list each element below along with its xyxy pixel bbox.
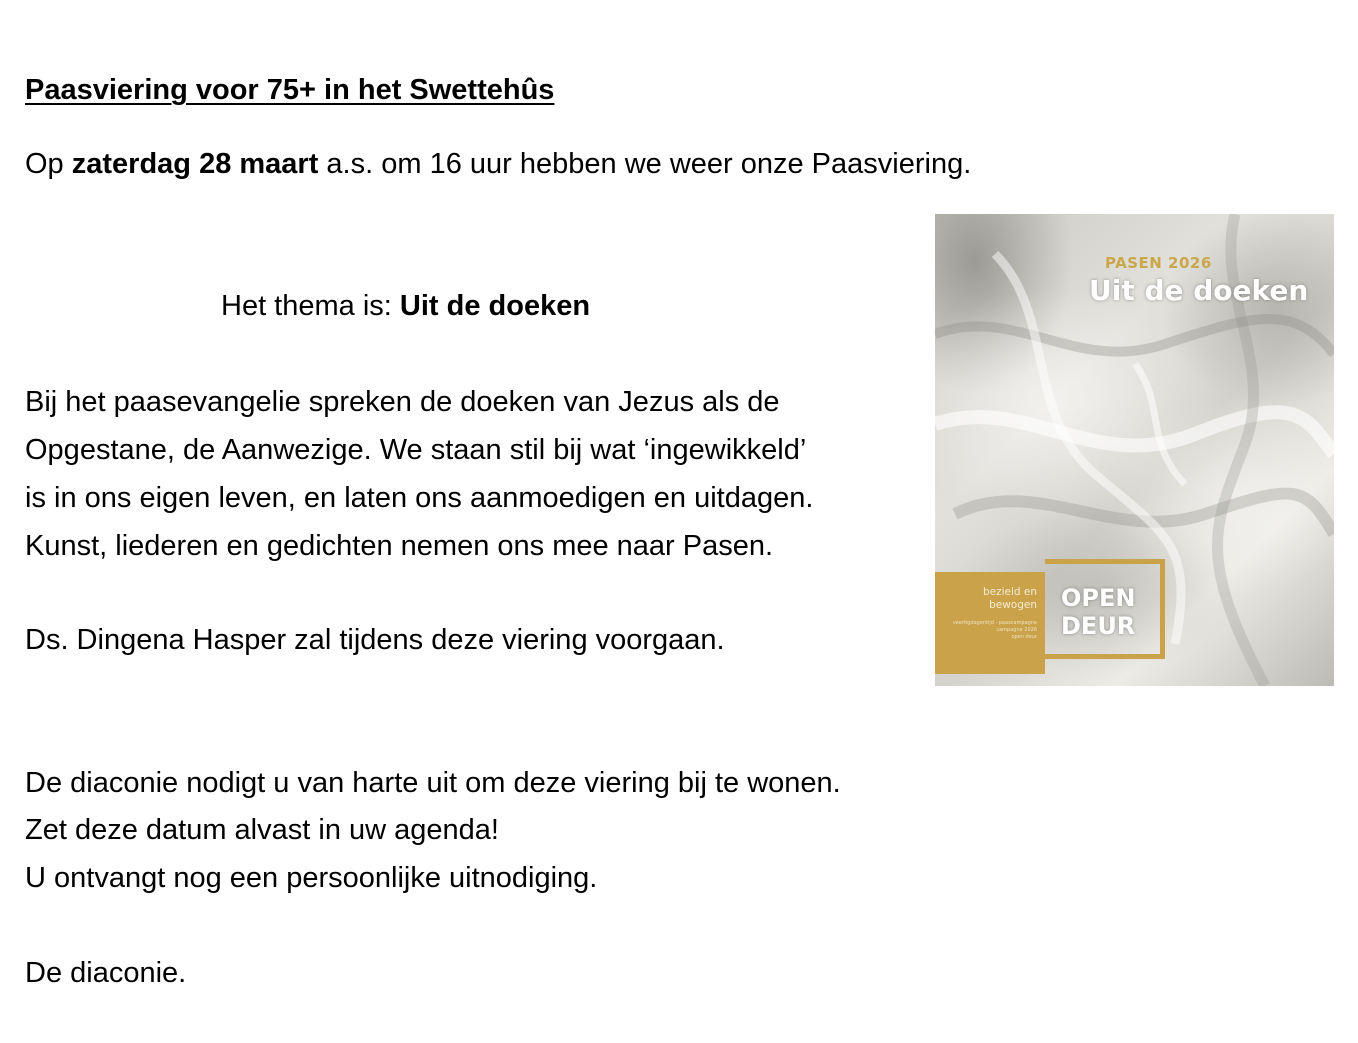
poster-title: Uit de doeken <box>1089 274 1309 307</box>
poster-brand-line-1: OPEN <box>1061 584 1136 612</box>
event-date: zaterdag 28 maart <box>71 148 319 180</box>
poster-gold-band <box>935 572 1045 674</box>
intro-suffix: a.s. om 16 uur hebben we weer onze Paasviering. <box>318 148 972 180</box>
theme-label: Het thema is: <box>221 290 400 322</box>
paragraph-line-3: is in ons eigen leven, en laten ons aanmoedigen en uitdagen. <box>25 482 814 514</box>
poster-year: PASEN 2026 <box>1105 254 1212 272</box>
poster-fine-line-1: veertigdagentijd · paascampagne <box>952 620 1037 626</box>
poster-band-line-2: bewogen <box>989 599 1037 611</box>
poster-band-line-1: bezield en <box>982 586 1037 598</box>
poster-image <box>935 214 1334 686</box>
theme-line <box>221 288 590 324</box>
page-title: Paasviering voor 75+ in het Swettehûs <box>25 74 555 106</box>
invitation-line-3: U ontvangt nog een persoonlijke uitnodiging. <box>25 862 598 894</box>
paragraph-line-1: Bij het paasevangelie spreken de doeken van Jezus als de <box>25 386 780 418</box>
paragraph-line-2: Opgestane, de Aanwezige. We staan stil bij wat ‘ingewikkeld’ <box>25 434 807 466</box>
theme-value: Uit de doeken <box>399 290 591 322</box>
invitation-line-1: De diaconie nodigt u van harte uit om deze viering bij te wonen. <box>25 767 841 799</box>
poster-fine-print <box>953 620 1037 641</box>
leader-line: Ds. Dingena Hasper zal tijdens deze viering voorgaan. <box>25 624 725 656</box>
poster-band-text <box>983 586 1037 612</box>
poster-brand-logo <box>1061 584 1135 640</box>
intro-line <box>25 146 971 182</box>
paragraph-line-4: Kunst, liederen en gedichten nemen ons mee naar Pasen. <box>25 530 774 562</box>
poster-brand-line-2: DEUR <box>1061 612 1136 640</box>
poster-fine-line-2: campagne 2026 <box>996 627 1037 633</box>
intro-prefix: Op <box>25 148 72 180</box>
poster-fine-line-3: open deur <box>1011 634 1037 640</box>
invitation-line-2: Zet deze datum alvast in uw agenda! <box>25 814 499 846</box>
signature: De diaconie. <box>25 957 187 989</box>
